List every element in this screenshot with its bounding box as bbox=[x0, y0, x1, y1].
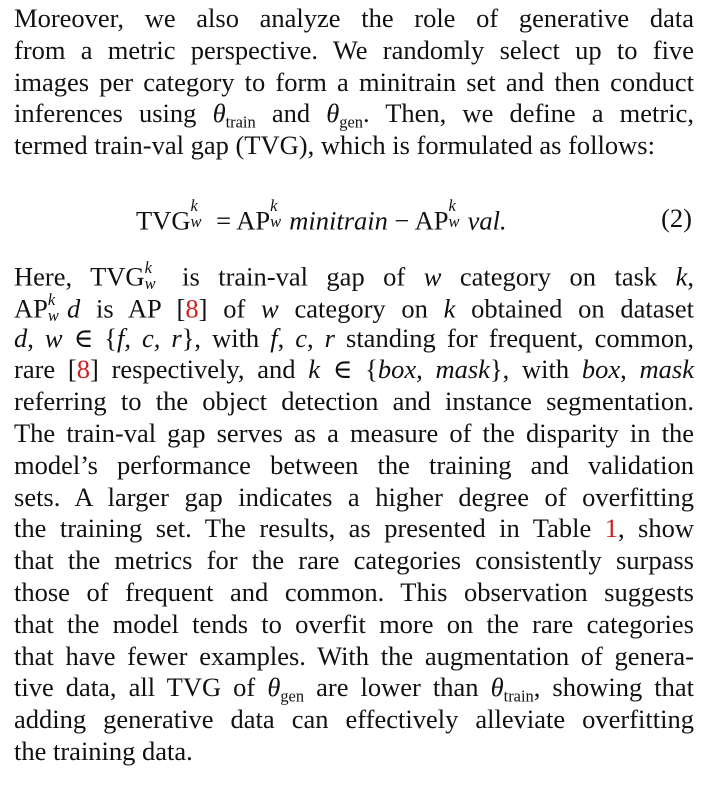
text-line: that the metrics for the rare categories consistently surpass bbox=[14, 545, 694, 576]
equation-number: (2) bbox=[661, 203, 692, 233]
text-line: inferences using $\theta_{train}$ and $\theta_{gen}$. Then, we define a metric, bbox=[14, 98, 694, 132]
text-line: The train-val gap serves as a measure of the disparity in the bbox=[14, 417, 694, 448]
text-line: termed train-val gap (TVG), which is formulated as follows: bbox=[14, 130, 655, 161]
citation-link[interactable]: 8 bbox=[185, 293, 199, 324]
citation-link[interactable]: 8 bbox=[76, 354, 90, 385]
paragraph-2 bbox=[14, 259, 694, 768]
text-line: Moreover, we also analyze the role of generative data bbox=[14, 3, 694, 33]
text-line: sets. A larger gap indicates a higher degree of overfitting bbox=[14, 481, 694, 512]
text-line: d, w ∈ {f, c, r}, with f, c, r standing for frequent, common, bbox=[14, 322, 695, 353]
text-line: AP k w d is AP [8] of w category on k obtained on dataset bbox=[14, 289, 694, 325]
text-line: those of frequent and common. This observation suggests bbox=[14, 576, 694, 607]
text-line: Here, TVG k w is train-val gap of w category on task k, bbox=[14, 258, 694, 294]
equation-2 bbox=[0, 196, 706, 243]
equation-body: TVG k w = AP k w minitrain − AP k w val. bbox=[136, 196, 507, 236]
text-line: the training data. bbox=[14, 735, 193, 766]
text-line: rare [8] respectively, and k ∈ {box, mask}, with box, mask bbox=[14, 354, 694, 385]
text-line: adding generative data can effectively alleviate overfitting bbox=[14, 704, 694, 735]
text-line: images per category to form a minitrain set and then conduct bbox=[14, 66, 694, 97]
paragraph-1 bbox=[14, 3, 694, 162]
text-line: model’s performance between the training and validation bbox=[14, 449, 694, 480]
text-line: that the model tends to overfit more on the rare categories bbox=[14, 608, 694, 639]
text-line: that have fewer examples. With the augmentation of genera- bbox=[14, 640, 694, 671]
text-line: from a metric perspective. We randomly select up to five bbox=[14, 34, 694, 65]
table-link[interactable]: 1 bbox=[604, 513, 618, 544]
text-line: tive data, all TVG of $\theta_{gen}$ are lower than $\theta_{train}$, showing that bbox=[14, 672, 694, 706]
text-line: the training set. The results, as presented in Table 1, show bbox=[14, 513, 694, 544]
text-line: referring to the object detection and instance segmentation. bbox=[14, 386, 694, 417]
